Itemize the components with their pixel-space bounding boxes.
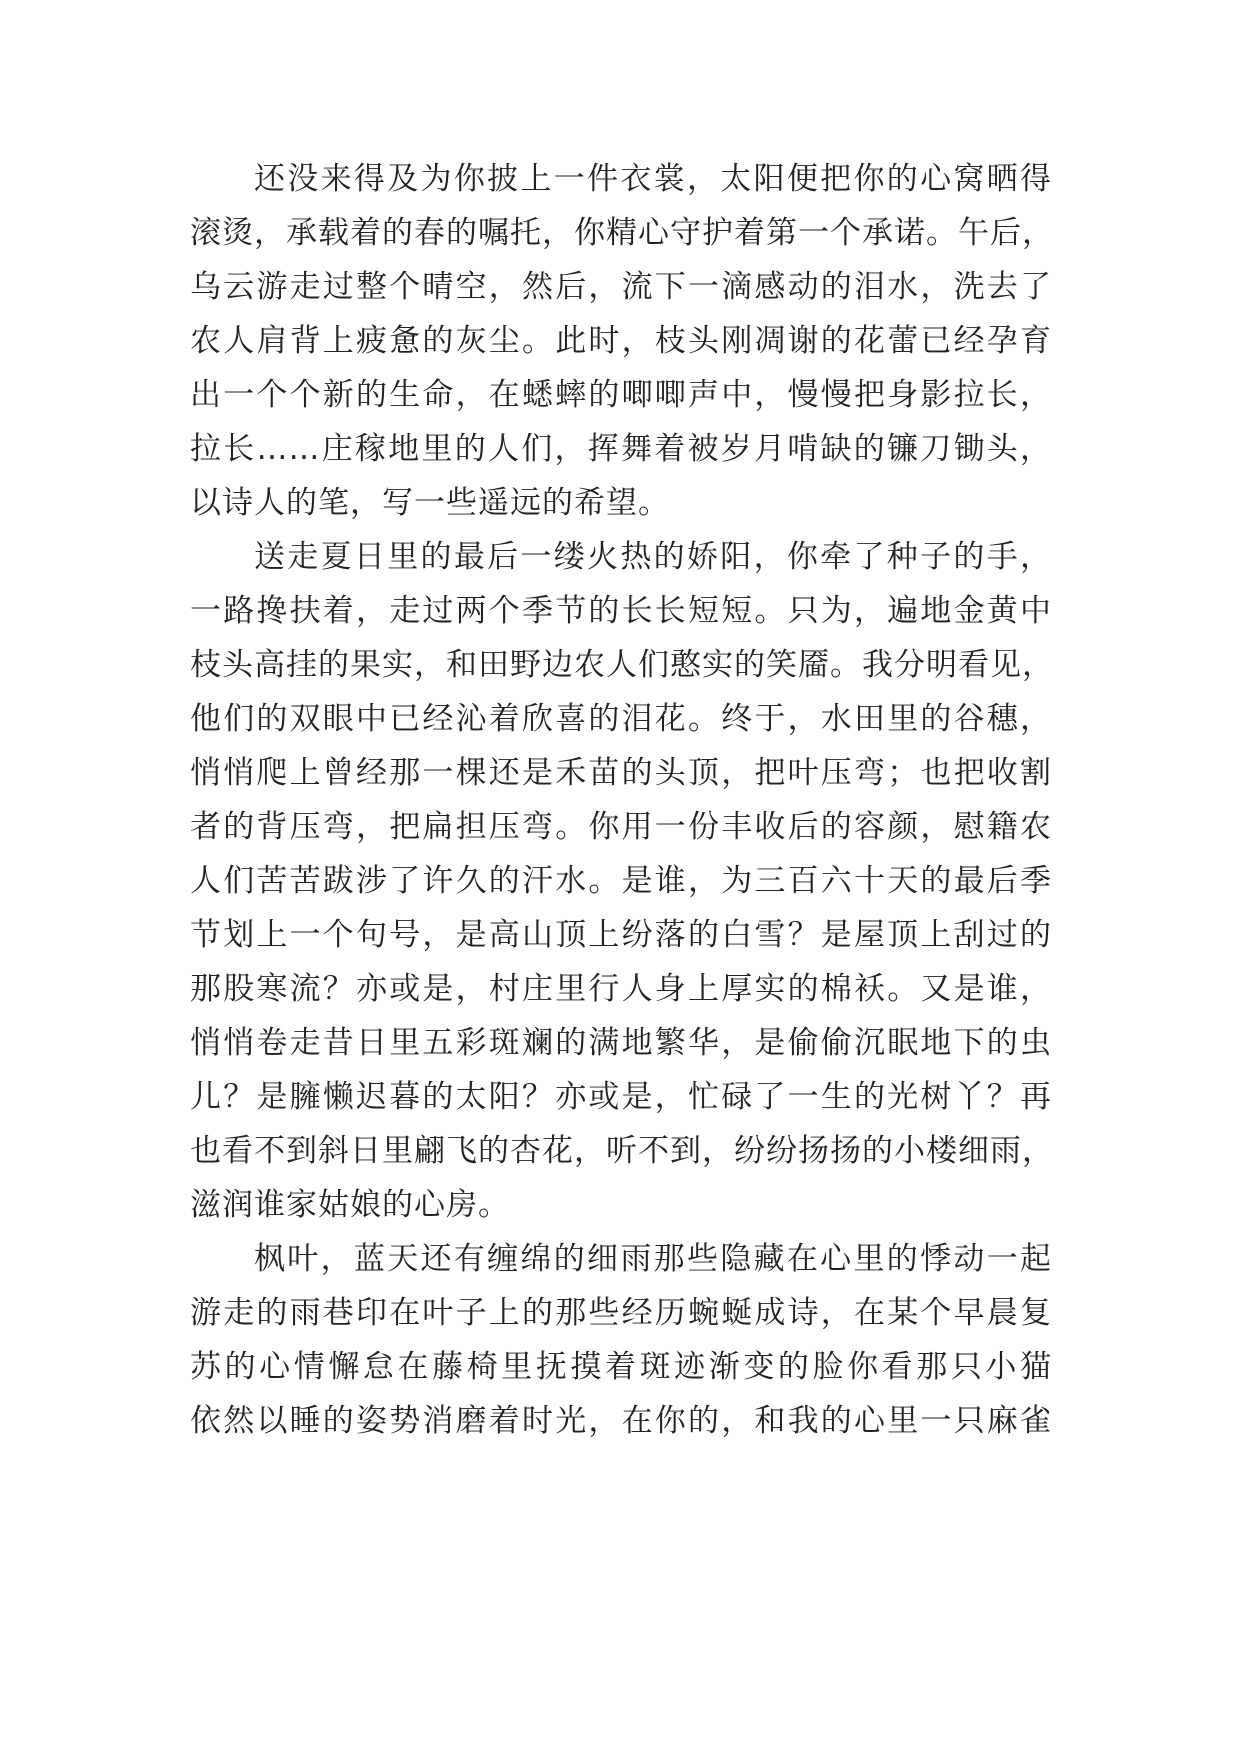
text-line: 也看不到斜日里翩飞的杏花，听不到，纷纷扬扬的小楼细雨， — [190, 1133, 1054, 1169]
text-line: 节划上一个句号，是高山顶上纷落的白雪？是屋顶上刮过的 — [190, 917, 1052, 953]
document-body — [190, 152, 1052, 1448]
text-line: 农人肩背上疲惫的灰尘。此时，枝头刚凋谢的花蕾已经孕育 — [190, 323, 1052, 359]
text-line: 枫叶，蓝天还有缠绵的细雨那些隐藏在心里的悸动一起 — [254, 1241, 1052, 1277]
text-line: 送走夏日里的最后一缕火热的娇阳，你牵了种子的手， — [254, 539, 1052, 575]
text-line: 他们的双眼中已经沁着欣喜的泪花。终于，水田里的谷穗， — [190, 701, 1052, 737]
text-line: 游走的雨巷印在叶子上的那些经历蜿蜒成诗，在某个早晨复 — [190, 1295, 1052, 1331]
text-line: 枝头高挂的果实，和田野边农人们憨实的笑靥。我分明看见， — [190, 647, 1054, 683]
text-line: 苏的心情懈怠在藤椅里抚摸着斑迹渐变的脸你看那只小猫 — [190, 1349, 1052, 1385]
text-line: 滋润谁家姑娘的心房。 — [190, 1187, 510, 1223]
paragraph-2 — [190, 530, 1052, 1232]
text-line: 依然以睡的姿势消磨着时光，在你的，和我的心里一只麻雀 — [190, 1403, 1052, 1439]
text-line: 悄悄爬上曾经那一棵还是禾苗的头顶，把叶压弯；也把收割 — [190, 755, 1052, 791]
text-line: 拉长……庄稼地里的人们，挥舞着被岁月啃缺的镰刀锄头， — [190, 431, 1052, 467]
text-line: 儿？是臃懒迟暮的太阳？亦或是，忙碌了一生的光树丫？再 — [190, 1079, 1052, 1115]
text-line: 乌云游走过整个晴空，然后，流下一滴感动的泪水，洗去了 — [190, 269, 1052, 305]
text-line: 一路搀扶着，走过两个季节的长长短短。只为，遍地金黄中 — [190, 593, 1052, 629]
text-line: 那股寒流？亦或是，村庄里行人身上厚实的棉袄。又是谁， — [190, 971, 1052, 1007]
paragraph-1 — [190, 152, 1052, 530]
text-line: 还没来得及为你披上一件衣裳，太阳便把你的心窝晒得 — [254, 161, 1052, 197]
text-line: 出一个个新的生命，在蟋蟀的唧唧声中，慢慢把身影拉长， — [190, 377, 1052, 413]
text-line: 者的背压弯，把扁担压弯。你用一份丰收后的容颜，慰籍农 — [190, 809, 1052, 845]
text-line: 滚烫，承载着的春的嘱托，你精心守护着第一个承诺。午后， — [190, 215, 1054, 251]
text-line: 悄悄卷走昔日里五彩斑斓的满地繁华，是偷偷沉眠地下的虫 — [190, 1025, 1052, 1061]
text-line: 以诗人的笔，写一些遥远的希望。 — [190, 485, 670, 521]
text-line: 人们苦苦跋涉了许久的汗水。是谁，为三百六十天的最后季 — [190, 863, 1052, 899]
paragraph-3 — [190, 1232, 1052, 1448]
